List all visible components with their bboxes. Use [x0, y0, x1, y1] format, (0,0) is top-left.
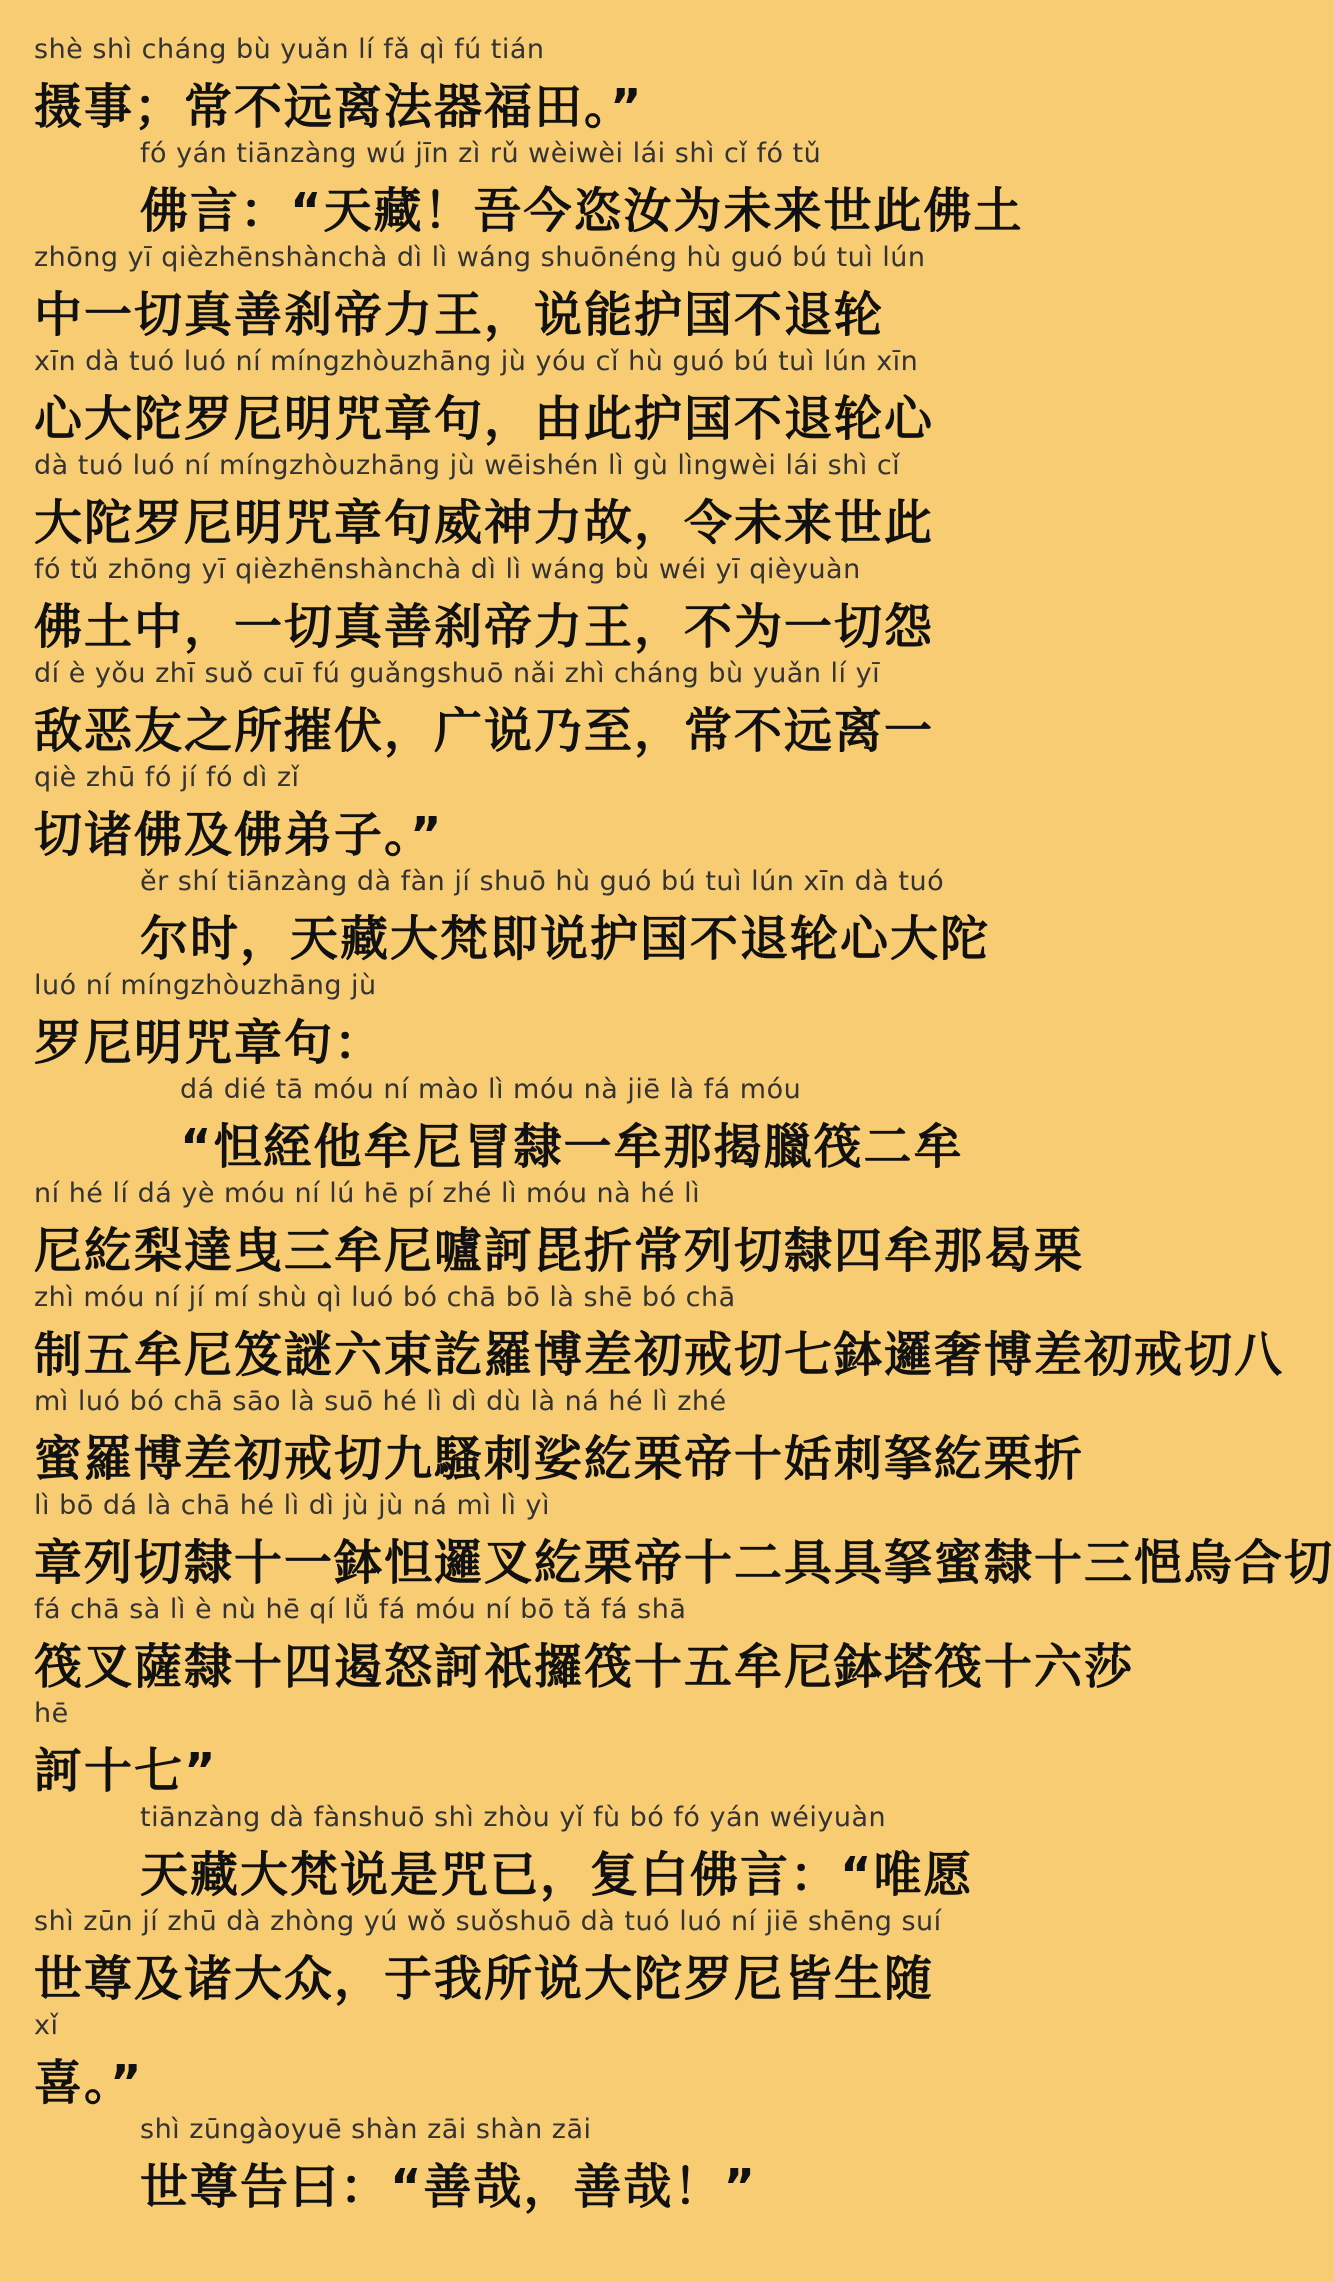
pinyin-row: shì zūngàoyuē shàn zāi shàn zāi	[140, 2114, 592, 2145]
text-line	[34, 1070, 1046, 1174]
pinyin-row: mì luó bó chā sāo là suō hé lì dì dù là ná hé lì zhé	[34, 1386, 727, 1417]
pinyin-row: ěr shí tiānzàng dà fàn jí shuō hù guó bú tuì lún xīn dà tuó	[140, 866, 945, 897]
hanzi-row: 天藏大梵说是咒已，复白佛言：“唯愿	[140, 1847, 974, 1903]
pinyin-row: luó ní míngzhòuzhāng jù	[34, 970, 377, 1001]
text-line	[34, 1798, 1046, 1902]
hanzi-row: 尔时，天藏大梵即说护国不退轮心大陀	[140, 911, 991, 967]
pinyin-row: lì bō dá là chā hé lì dì jù jù ná mì lì yì	[34, 1490, 551, 1521]
text-line	[34, 1486, 1334, 1591]
hanzi-row: 蜜羅博差初戒切九騷刺娑紇栗帝十姡刺拏紇栗折	[34, 1431, 1085, 1487]
pinyin-row: fá chā sà lì è nù hē qí lǚ fá móu ní bō tǎ fá shā	[34, 1594, 687, 1625]
hanzi-row: 切诸佛及佛弟子。”	[34, 807, 444, 863]
hanzi-row: 心大陀罗尼明咒章句，由此护国不退轮心	[34, 391, 935, 447]
pinyin-row: dá dié tā móu ní mào lì móu nà jiē là fá móu	[180, 1074, 802, 1105]
pinyin-row: shì zūn jí zhū dà zhòng yú wǒ suǒshuō dà tuó luó ní jiē shēng suí	[34, 1906, 942, 1937]
pinyin-row: tiānzàng dà fànshuō shì zhòu yǐ fù bó fó yán wéiyuàn	[140, 1802, 887, 1833]
hanzi-row: 大陀罗尼明咒章句威神力故，令未来世此	[34, 495, 935, 551]
text-line	[34, 758, 1046, 862]
hanzi-row: 佛言：“天藏！吾今恣汝为未来世此佛土	[140, 183, 1024, 239]
text-line	[34, 446, 1046, 550]
hanzi-row: 筏叉薩隸十四遏怒訶祇攞筏十五牟尼鉢塔筏十六莎	[34, 1639, 1135, 1695]
text-line	[34, 862, 1046, 966]
text-line	[34, 2110, 1046, 2214]
pinyin-row: dà tuó luó ní míngzhòuzhāng jù wēishén lì gù lìngwèi lái shì cǐ	[34, 450, 901, 481]
text-line	[34, 2006, 1046, 2110]
text-line	[34, 1278, 1285, 1383]
pinyin-row: xǐ	[34, 2010, 59, 2041]
pinyin-row: ní hé lí dá yè móu ní lú hē pí zhé lì móu nà hé lì	[34, 1178, 701, 1209]
pinyin-row: zhì móu ní jí mí shù qì luó bó chā bō là shē bó chā	[34, 1282, 736, 1313]
pinyin-row: qiè zhū fó jí fó dì zǐ	[34, 762, 300, 793]
text-line	[34, 1590, 1135, 1695]
pinyin-row: zhōng yī qièzhēnshànchà dì lì wáng shuōnéng hù guó bú tuì lún	[34, 242, 926, 273]
hanzi-row: 佛土中，一切真善刹帝力王，不为一切怨	[34, 599, 935, 655]
hanzi-row: 世尊告曰：“善哉，善哉！”	[140, 2159, 758, 2215]
text-line	[34, 1174, 1085, 1279]
hanzi-row: 罗尼明咒章句：	[34, 1015, 385, 1071]
pinyin-row: hē	[34, 1698, 69, 1729]
hanzi-row: 制五牟尼笈謎六束訖羅博差初戒切七鉢邏奢博差初戒切八	[34, 1327, 1285, 1383]
text-line	[34, 550, 1046, 654]
text-line	[34, 1694, 1046, 1798]
text-line	[34, 134, 1046, 238]
hanzi-row: 尼紇梨達曳三牟尼嚧訶毘折常列切隸四牟那曷栗	[34, 1223, 1085, 1279]
pinyin-row: shè shì cháng bù yuǎn lí fǎ qì fú tián	[34, 34, 545, 65]
hanzi-row: 世尊及诸大众，于我所说大陀罗尼皆生随	[34, 1951, 935, 2007]
text-line	[34, 654, 1046, 758]
text-line	[34, 1902, 1046, 2006]
hanzi-row: 敌恶友之所摧伏，广说乃至，常不远离一	[34, 703, 935, 759]
pinyin-row: xīn dà tuó luó ní míngzhòuzhāng jù yóu cǐ hù guó bú tuì lún xīn	[34, 346, 919, 377]
text-line	[34, 342, 1046, 446]
hanzi-row: 中一切真善刹帝力王，说能护国不退轮	[34, 287, 885, 343]
text-line	[34, 966, 1046, 1070]
pinyin-row: dí è yǒu zhī suǒ cuī fú guǎngshuō nǎi zhì cháng bù yuǎn lí yī	[34, 658, 881, 689]
text-line	[34, 30, 1046, 134]
hanzi-row: 喜。”	[34, 2055, 144, 2111]
hanzi-row: 訶十七”	[34, 1743, 218, 1799]
pinyin-row: fó yán tiānzàng wú jīn zì rǔ wèiwèi lái shì cǐ fó tǔ	[140, 138, 822, 169]
hanzi-row: “怛絰他牟尼冒隸一牟那揭臘筏二牟	[180, 1119, 964, 1175]
hanzi-row: 摄事；常不远离法器福田。”	[34, 79, 644, 135]
hanzi-row: 章列切隸十一鉢怛邏叉紇栗帝十二具具拏蜜隸十三悒烏合切	[34, 1535, 1334, 1591]
pinyin-row: fó tǔ zhōng yī qièzhēnshànchà dì lì wáng bù wéi yī qièyuàn	[34, 554, 861, 585]
text-line	[34, 238, 1046, 342]
text-line	[34, 1382, 1085, 1487]
